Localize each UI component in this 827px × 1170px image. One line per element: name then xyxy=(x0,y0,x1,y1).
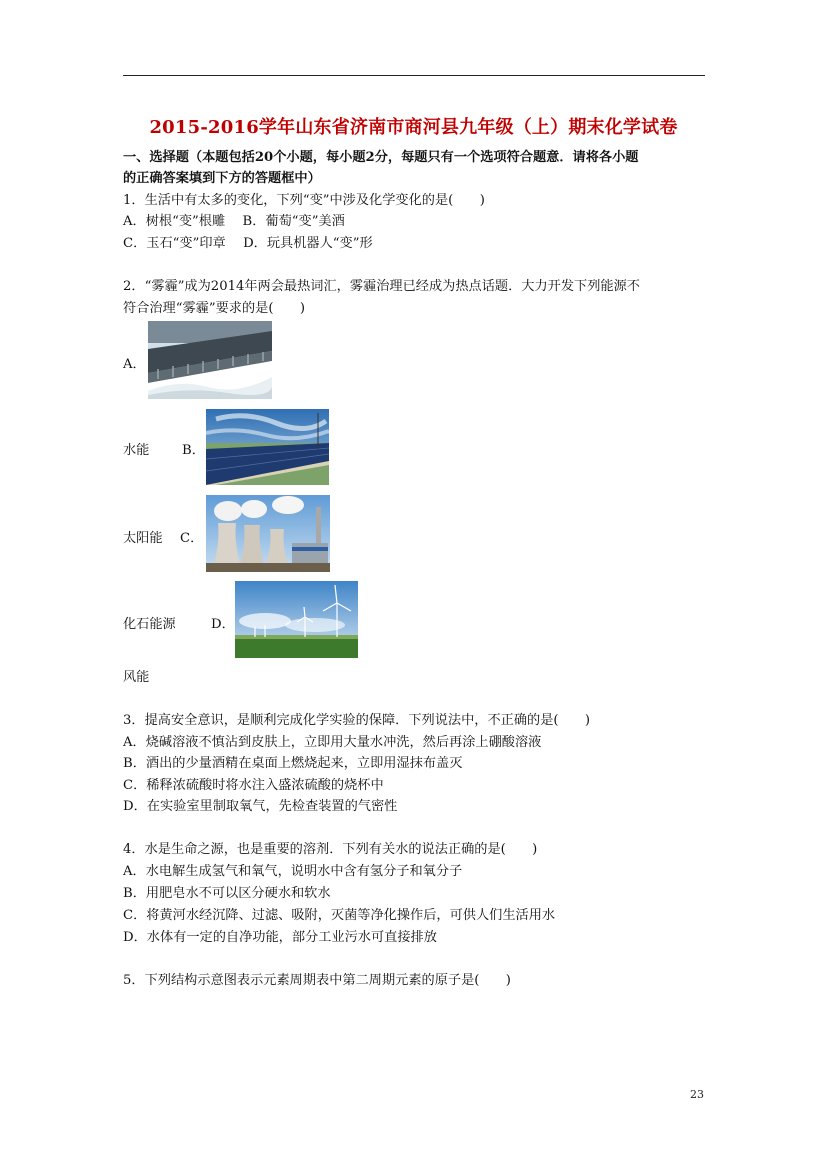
solar-panel-image xyxy=(206,409,329,485)
section-heading-line1: 一、选择题（本题包括20个小题，每小题2分，每题只有一个选项符合题意．请将各小题 xyxy=(123,150,639,165)
wind-turbine-image xyxy=(235,581,358,658)
hydropower-dam-image xyxy=(148,321,272,399)
q3-option-d: D．在实验室里制取氧气，先检查装置的气密性 xyxy=(123,799,398,814)
q2-option-b-letter: B． xyxy=(182,443,205,458)
cooling-tower-image xyxy=(206,495,330,572)
q4-stem: 4．水是生命之源，也是重要的溶剂．下列有关水的说法正确的是( ) xyxy=(123,842,538,857)
q2-option-d-letter: D． xyxy=(211,617,235,632)
q2-option-a-letter: A． xyxy=(123,357,146,372)
q5-stem: 5．下列结构示意图表示元素周期表中第二周期元素的原子是( ) xyxy=(123,973,511,988)
q3-stem: 3．提高安全意识，是顺利完成化学实验的保障．下列说法中，不正确的是( ) xyxy=(123,713,591,728)
q1-stem: 1．生活中有太多的变化，下列“变”中涉及化学变化的是( ) xyxy=(123,193,485,208)
q3-option-a: A．烧碱溶液不慎沾到皮肤上，立即用大量水冲洗，然后再涂上硼酸溶液 xyxy=(123,735,542,750)
page-number: 23 xyxy=(690,1088,704,1101)
header-rule xyxy=(123,75,705,76)
q4-option-d: D．水体有一定的自净功能，部分工业污水可直接排放 xyxy=(123,930,437,945)
q2-option-c-label: 化石能源 xyxy=(123,617,176,632)
q2-option-d-label: 风能 xyxy=(123,670,150,685)
q4-option-c: C．将黄河水经沉降、过滤、吸附，灭菌等净化操作后，可供人们生活用水 xyxy=(123,908,556,923)
q2-option-b-label: 太阳能 xyxy=(123,531,163,546)
q1-options-ab: A．树根“变”根雕 B．葡萄“变”美酒 xyxy=(123,214,345,229)
q4-option-b: B．用肥皂水不可以区分硬水和软水 xyxy=(123,886,331,901)
section-heading-line2: 的正确答案填到下方的答题框中） xyxy=(123,171,321,186)
q1-options-cd: C．玉石“变”印章 D．玩具机器人“变”形 xyxy=(123,236,373,251)
page-title: 2015-2016学年山东省济南市商河县九年级（上）期末化学试卷 xyxy=(149,117,678,138)
q4-option-a: A．水电解生成氢气和氧气，说明水中含有氢分子和氧分子 xyxy=(123,864,463,879)
q2-stem-line2: 符合治理“雾霾”要求的是( ) xyxy=(123,301,306,316)
q2-option-c-letter: C． xyxy=(180,531,204,546)
q3-option-b: B．酒出的少量酒精在桌面上燃烧起来，立即用湿抹布盖灭 xyxy=(123,756,463,771)
q3-option-c: C．稀释浓硫酸时将水注入盛浓硫酸的烧杯中 xyxy=(123,778,384,793)
q2-option-a-label: 水能 xyxy=(123,443,150,458)
q2-stem-line1: 2．“雾霾”成为2014年两会最热词汇，雾霾治理已经成为热点话题．大力开发下列能源不 xyxy=(123,279,640,294)
